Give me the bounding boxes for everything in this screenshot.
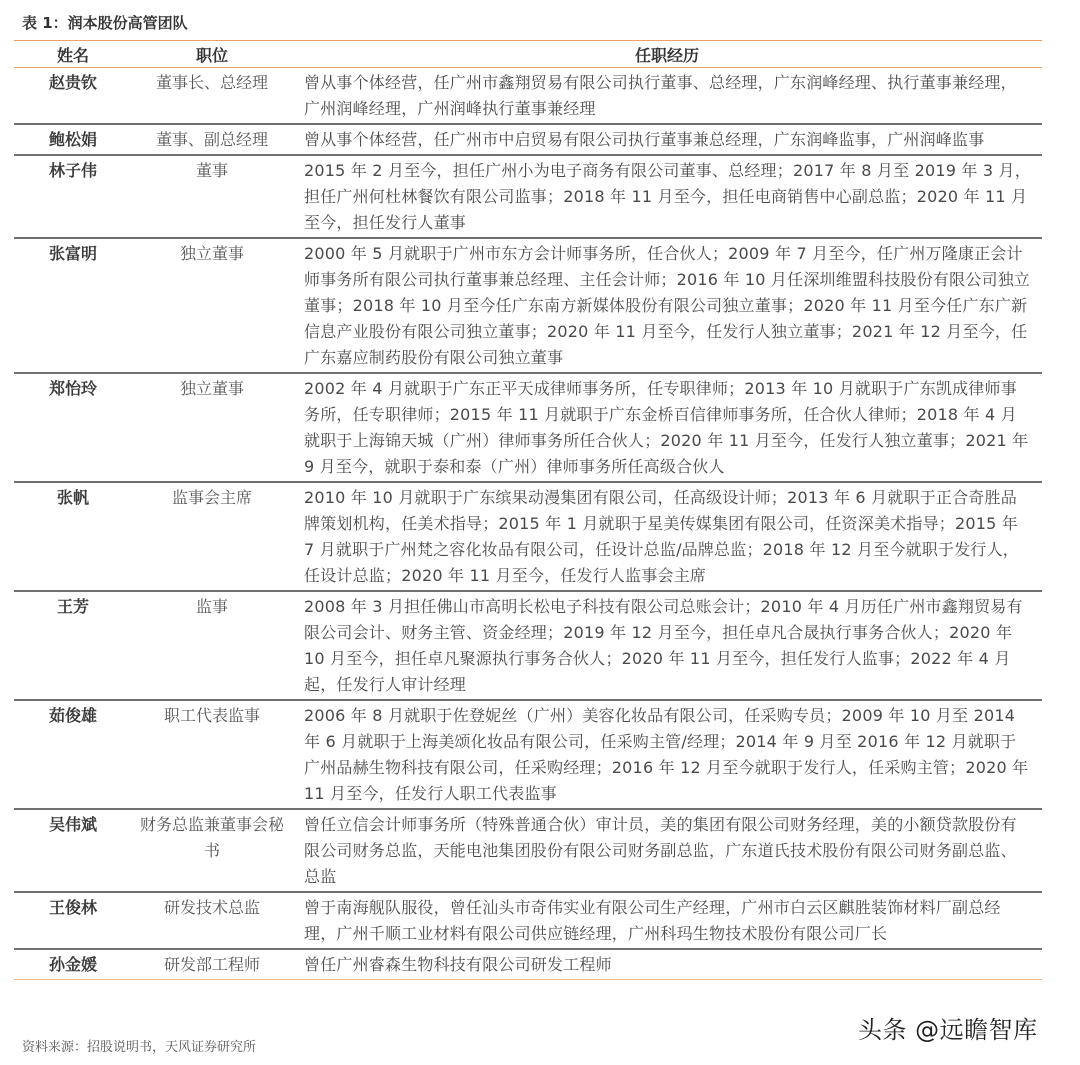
table-row (14, 700, 1042, 809)
cell-position: 研发部工程师 (132, 949, 292, 980)
watermark: 头条 @远瞻智库 (858, 1016, 1038, 1044)
cell-experience: 2008 年 3 月担任佛山市高明长松电子科技有限公司总账会计；2010 年 4 月历任广州市鑫翔贸易有限公司会计、财务主管、资金经理；2019 年 12 月至今，担任卓凡合晟执行事务合伙人；2020 年 10 月至今，担任卓凡聚源执行事务合伙人；2020 年 11 月至今，担任发行人监事；2022 年 4 月起，任发行人审计经理 (292, 591, 1042, 700)
table-row (14, 482, 1042, 591)
cell-name: 张帆 (14, 482, 132, 591)
cell-experience: 曾从事个体经营，任广州市鑫翔贸易有限公司执行董事、总经理，广东润峰经理、执行董事兼经理，广州润峰经理，广州润峰执行董事兼经理 (292, 68, 1042, 125)
source-note: 资料来源：招股说明书，天风证券研究所 (22, 1040, 257, 1055)
table-header (14, 41, 1042, 68)
cell-position: 独立董事 (132, 373, 292, 482)
cell-experience: 2002 年 4 月就职于广东正平天成律师事务所，任专职律师；2013 年 10 月就职于广东凯成律师事务所，任专职律师；2015 年 11 月就职于广东金桥百信律师事务所，任合伙人律师；2018 年 4 月就职于上海锦天城（广州）律师事务所任合伙人；2020 年 11 月至今，任发行人独立董事；2021 年 9 月至今，就职于泰和泰（广州）律师事务所任高级合伙人 (292, 373, 1042, 482)
cell-experience: 曾从事个体经营，任广州市中启贸易有限公司执行董事兼总经理，广东润峰监事，广州润峰监事 (292, 124, 1042, 155)
table-row (14, 155, 1042, 238)
cell-name: 赵贵钦 (14, 68, 132, 125)
table-row (14, 949, 1042, 980)
cell-experience: 曾任广州睿森生物科技有限公司研发工程师 (292, 949, 1042, 980)
table-caption: 表 1：润本股份高管团队 (22, 14, 188, 32)
cell-name: 孙金媛 (14, 949, 132, 980)
table-row (14, 591, 1042, 700)
header-position: 职位 (132, 41, 292, 68)
table-row (14, 238, 1042, 373)
table-row (14, 373, 1042, 482)
cell-name: 张富明 (14, 238, 132, 373)
table-row (14, 892, 1042, 949)
cell-experience: 2000 年 5 月就职于广州市东方会计师事务所，任合伙人；2009 年 7 月至今，任广州万隆康正会计师事务所有限公司执行董事兼总经理、主任会计师；2016 年 10 月任深圳维盟科技股份有限公司独立董事；2018 年 10 月至今任广东南方新媒体股份有限公司独立董事；2020 年 11 月至今任广东广新信息产业股份有限公司独立董事；2020 年 11 月至今，任发行人独立董事；2021 年 12 月至今，任广东嘉应制药股份有限公司独立董事 (292, 238, 1042, 373)
cell-name: 王俊林 (14, 892, 132, 949)
cell-name: 吴伟斌 (14, 809, 132, 892)
cell-position: 财务总监兼董事会秘书 (132, 809, 292, 892)
cell-experience: 2006 年 8 月就职于佐登妮丝（广州）美容化妆品有限公司，任采购专员；2009 年 10 月至 2014 年 6 月就职于上海美颂化妆品有限公司，任采购主管/经理；2014 年 9 月至 2016 年 12 月就职于广州品赫生物科技有限公司，任采购经理；2016 年 12 月至今就职于发行人，任采购主管；2020 年 11 月至今，任发行人职工代表监事 (292, 700, 1042, 809)
header-experience: 任职经历 (292, 41, 1042, 68)
cell-experience: 2015 年 2 月至今，担任广州小为电子商务有限公司董事、总经理；2017 年 8 月至 2019 年 3 月，担任广州何杜林餐饮有限公司监事；2018 年 11 月至今，担任电商销售中心副总监；2020 年 11 月至今，担任发行人董事 (292, 155, 1042, 238)
cell-name: 鲍松娟 (14, 124, 132, 155)
cell-position: 监事 (132, 591, 292, 700)
cell-position: 职工代表监事 (132, 700, 292, 809)
table-row (14, 124, 1042, 155)
header-name: 姓名 (14, 41, 132, 68)
cell-position: 董事长、总经理 (132, 68, 292, 125)
cell-experience: 曾于南海舰队服役，曾任汕头市奇伟实业有限公司生产经理，广州市白云区麒胜装饰材料厂副总经理，广州千顺工业材料有限公司供应链经理，广州科玛生物技术股份有限公司厂长 (292, 892, 1042, 949)
cell-position: 监事会主席 (132, 482, 292, 591)
cell-position: 董事 (132, 155, 292, 238)
cell-name: 王芳 (14, 591, 132, 700)
cell-name: 郑怡玲 (14, 373, 132, 482)
cell-name: 林子伟 (14, 155, 132, 238)
cell-position: 研发技术总监 (132, 892, 292, 949)
cell-name: 茹俊雄 (14, 700, 132, 809)
cell-position: 董事、副总经理 (132, 124, 292, 155)
cell-position: 独立董事 (132, 238, 292, 373)
cell-experience: 2010 年 10 月就职于广东缤果动漫集团有限公司，任高级设计师；2013 年 6 月就职于正合奇胜品牌策划机构，任美术指导；2015 年 1 月就职于星美传媒集团有限公司，任资深美术指导；2015 年 7 月就职于广州梵之容化妆品有限公司，任设计总监/品牌总监；2018 年 12 月至今就职于发行人，任设计总监；2020 年 11 月至今，任发行人监事会主席 (292, 482, 1042, 591)
cell-experience: 曾任立信会计师事务所（特殊普通合伙）审计员，美的集团有限公司财务经理，美的小额贷款股份有限公司财务总监，天能电池集团股份有限公司财务副总监，广东道氏技术股份有限公司财务副总监、总监 (292, 809, 1042, 892)
table-row (14, 68, 1042, 125)
table-row (14, 809, 1042, 892)
management-team-table (14, 40, 1042, 980)
